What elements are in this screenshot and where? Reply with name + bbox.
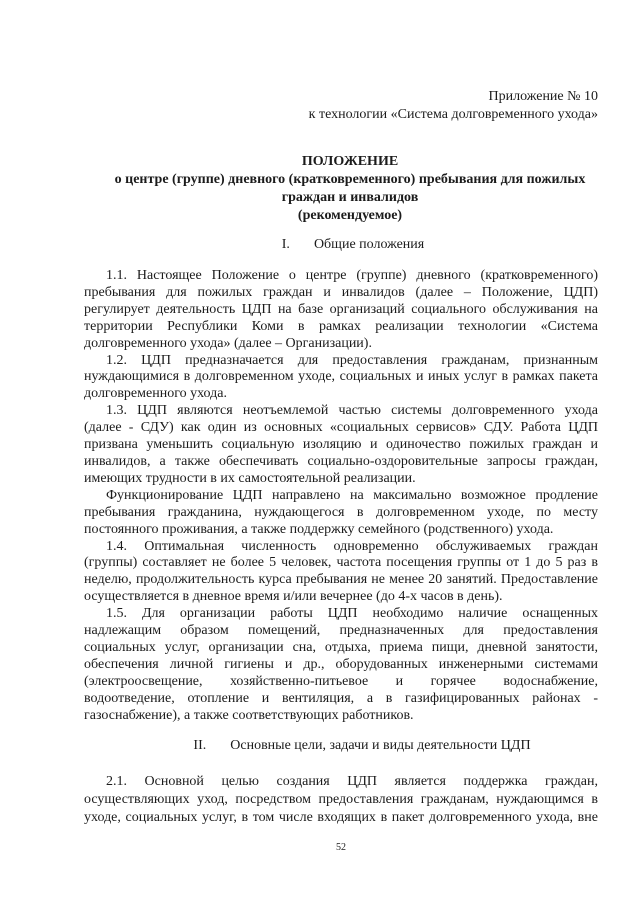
paragraph-1-2 [84, 353, 598, 404]
paragraph-2-1 [84, 773, 598, 827]
document-title [84, 153, 598, 225]
paragraph-line: инвалидов, а также обеспечивать социально-оздоровительные запросы граждан, [84, 453, 598, 469]
paragraph-line: 1.2. ЦДП предназначается для предоставления гражданам, признанным [106, 352, 598, 368]
paragraph-line: территории Республики Коми в рамках реализации технологии «Система [84, 318, 598, 334]
paragraph-1-4 [84, 539, 598, 607]
title-note: (рекомендуемое) [297, 208, 403, 223]
paragraph-line: долговременного ухода. [84, 386, 227, 402]
paragraph-line: обеспечения личной гигиены и др., оборудованных инженерными системами [84, 656, 598, 672]
title-subject-line: о центре (группе) дневного (кратковременного) пребывания для пожилых [114, 172, 586, 187]
title-heading: ПОЛОЖЕНИЕ [301, 154, 399, 169]
paragraph-functioning [84, 488, 598, 539]
paragraph-1-3 [84, 403, 598, 488]
paragraph-line: нуждающимися в долговременном уходе, социальных и иных услуг в рамках пакета [84, 369, 598, 385]
paragraph-line: осуществляется в дневное время и/или вечернее (до 4-х часов в день). [84, 589, 503, 605]
paragraph-line: социальных услуг, организации сна, отдыха, приема пищи, дневной занятости, [84, 639, 598, 655]
section-2-heading [84, 737, 598, 755]
paragraph-line: 1.4. Оптимальная численность одновременно обслуживаемых граждан [106, 538, 598, 554]
paragraph-line: Функционирование ЦДП направлено на максимально возможное продление [106, 487, 598, 503]
paragraph-1-1 [84, 268, 598, 353]
section-1-heading [84, 236, 598, 254]
section-title: Основные цели, задачи и виды деятельности ЦДП [230, 738, 531, 753]
paragraph-line: (электроосвещение, хозяйственно-питьевое и горячее водоснабжение, [84, 673, 598, 689]
page-number: 52 [336, 842, 346, 853]
section-number: II. [193, 738, 207, 753]
section-2-body [84, 773, 598, 827]
paragraph-line: надлежащим образом помещений, предназначенных для предоставления [84, 623, 598, 639]
paragraph-1-5 [84, 606, 598, 724]
paragraph-line: 1.1. Настоящее Положение о центре (группе) дневного (кратковременного) [106, 268, 598, 283]
appendix-number: Приложение № 10 [488, 89, 598, 104]
paragraph-line: регулирует деятельность ЦДП на базе организаций социального обслуживания на [84, 301, 598, 317]
section-number: I. [281, 237, 290, 252]
appendix-header [84, 88, 598, 124]
paragraph-line: пребывания для пожилых граждан и инвалидов (далее – Положение, ЦДП) [84, 284, 598, 300]
paragraph-line: 2.1. Основной целью создания ЦДП является поддержка граждан, [106, 774, 598, 789]
paragraph-line: (далее - СДУ) как один из основных «социальных сервисов» СДУ. Работа ЦДП [84, 420, 598, 436]
paragraph-line: водоотведение, отопление и вентиляция, а в газифицированных районах - [84, 690, 598, 706]
title-subject-line: граждан и инвалидов [281, 190, 419, 205]
paragraph-line: постоянного проживания, а также поддержку семейного (родственного) ухода. [84, 521, 554, 537]
paragraph-line: имеющих трудности в их самостоятельной реализации. [84, 470, 416, 486]
section-title: Общие положения [313, 237, 425, 252]
paragraph-line: неделю, продолжительность курса пребывания не менее 20 занятий. Предоставление [84, 572, 598, 588]
paragraph-line: уходе, социальных услуг, в том числе входящих в пакет долговременного ухода, вне [84, 810, 598, 825]
paragraph-line: осуществляющих уход, посредством предоставления гражданам, нуждающимся в [84, 792, 598, 807]
paragraph-line: 1.3. ЦДП являются неотъемлемой частью системы долговременного ухода [106, 403, 598, 419]
paragraph-line: призвана уменьшить социальную изоляцию и одиночество пожилых граждан и [84, 437, 598, 453]
paragraph-line: пребывания гражданина, нуждающегося в долговременном уходе, по месту [84, 504, 598, 520]
paragraph-line: газоснабжение), а также соответствующих работников. [84, 707, 414, 723]
paragraph-line: долговременного ухода» (далее – Организации). [84, 335, 372, 351]
section-1-body [84, 268, 598, 724]
appendix-technology: к технологии «Система долговременного ухода» [308, 107, 598, 122]
paragraph-line: 1.5. Для организации работы ЦДП необходимо наличие оснащенных [106, 606, 598, 622]
paragraph-line: (группы) составляет не более 5 человек, частота посещения группы от 1 до 5 раз в [84, 555, 598, 571]
